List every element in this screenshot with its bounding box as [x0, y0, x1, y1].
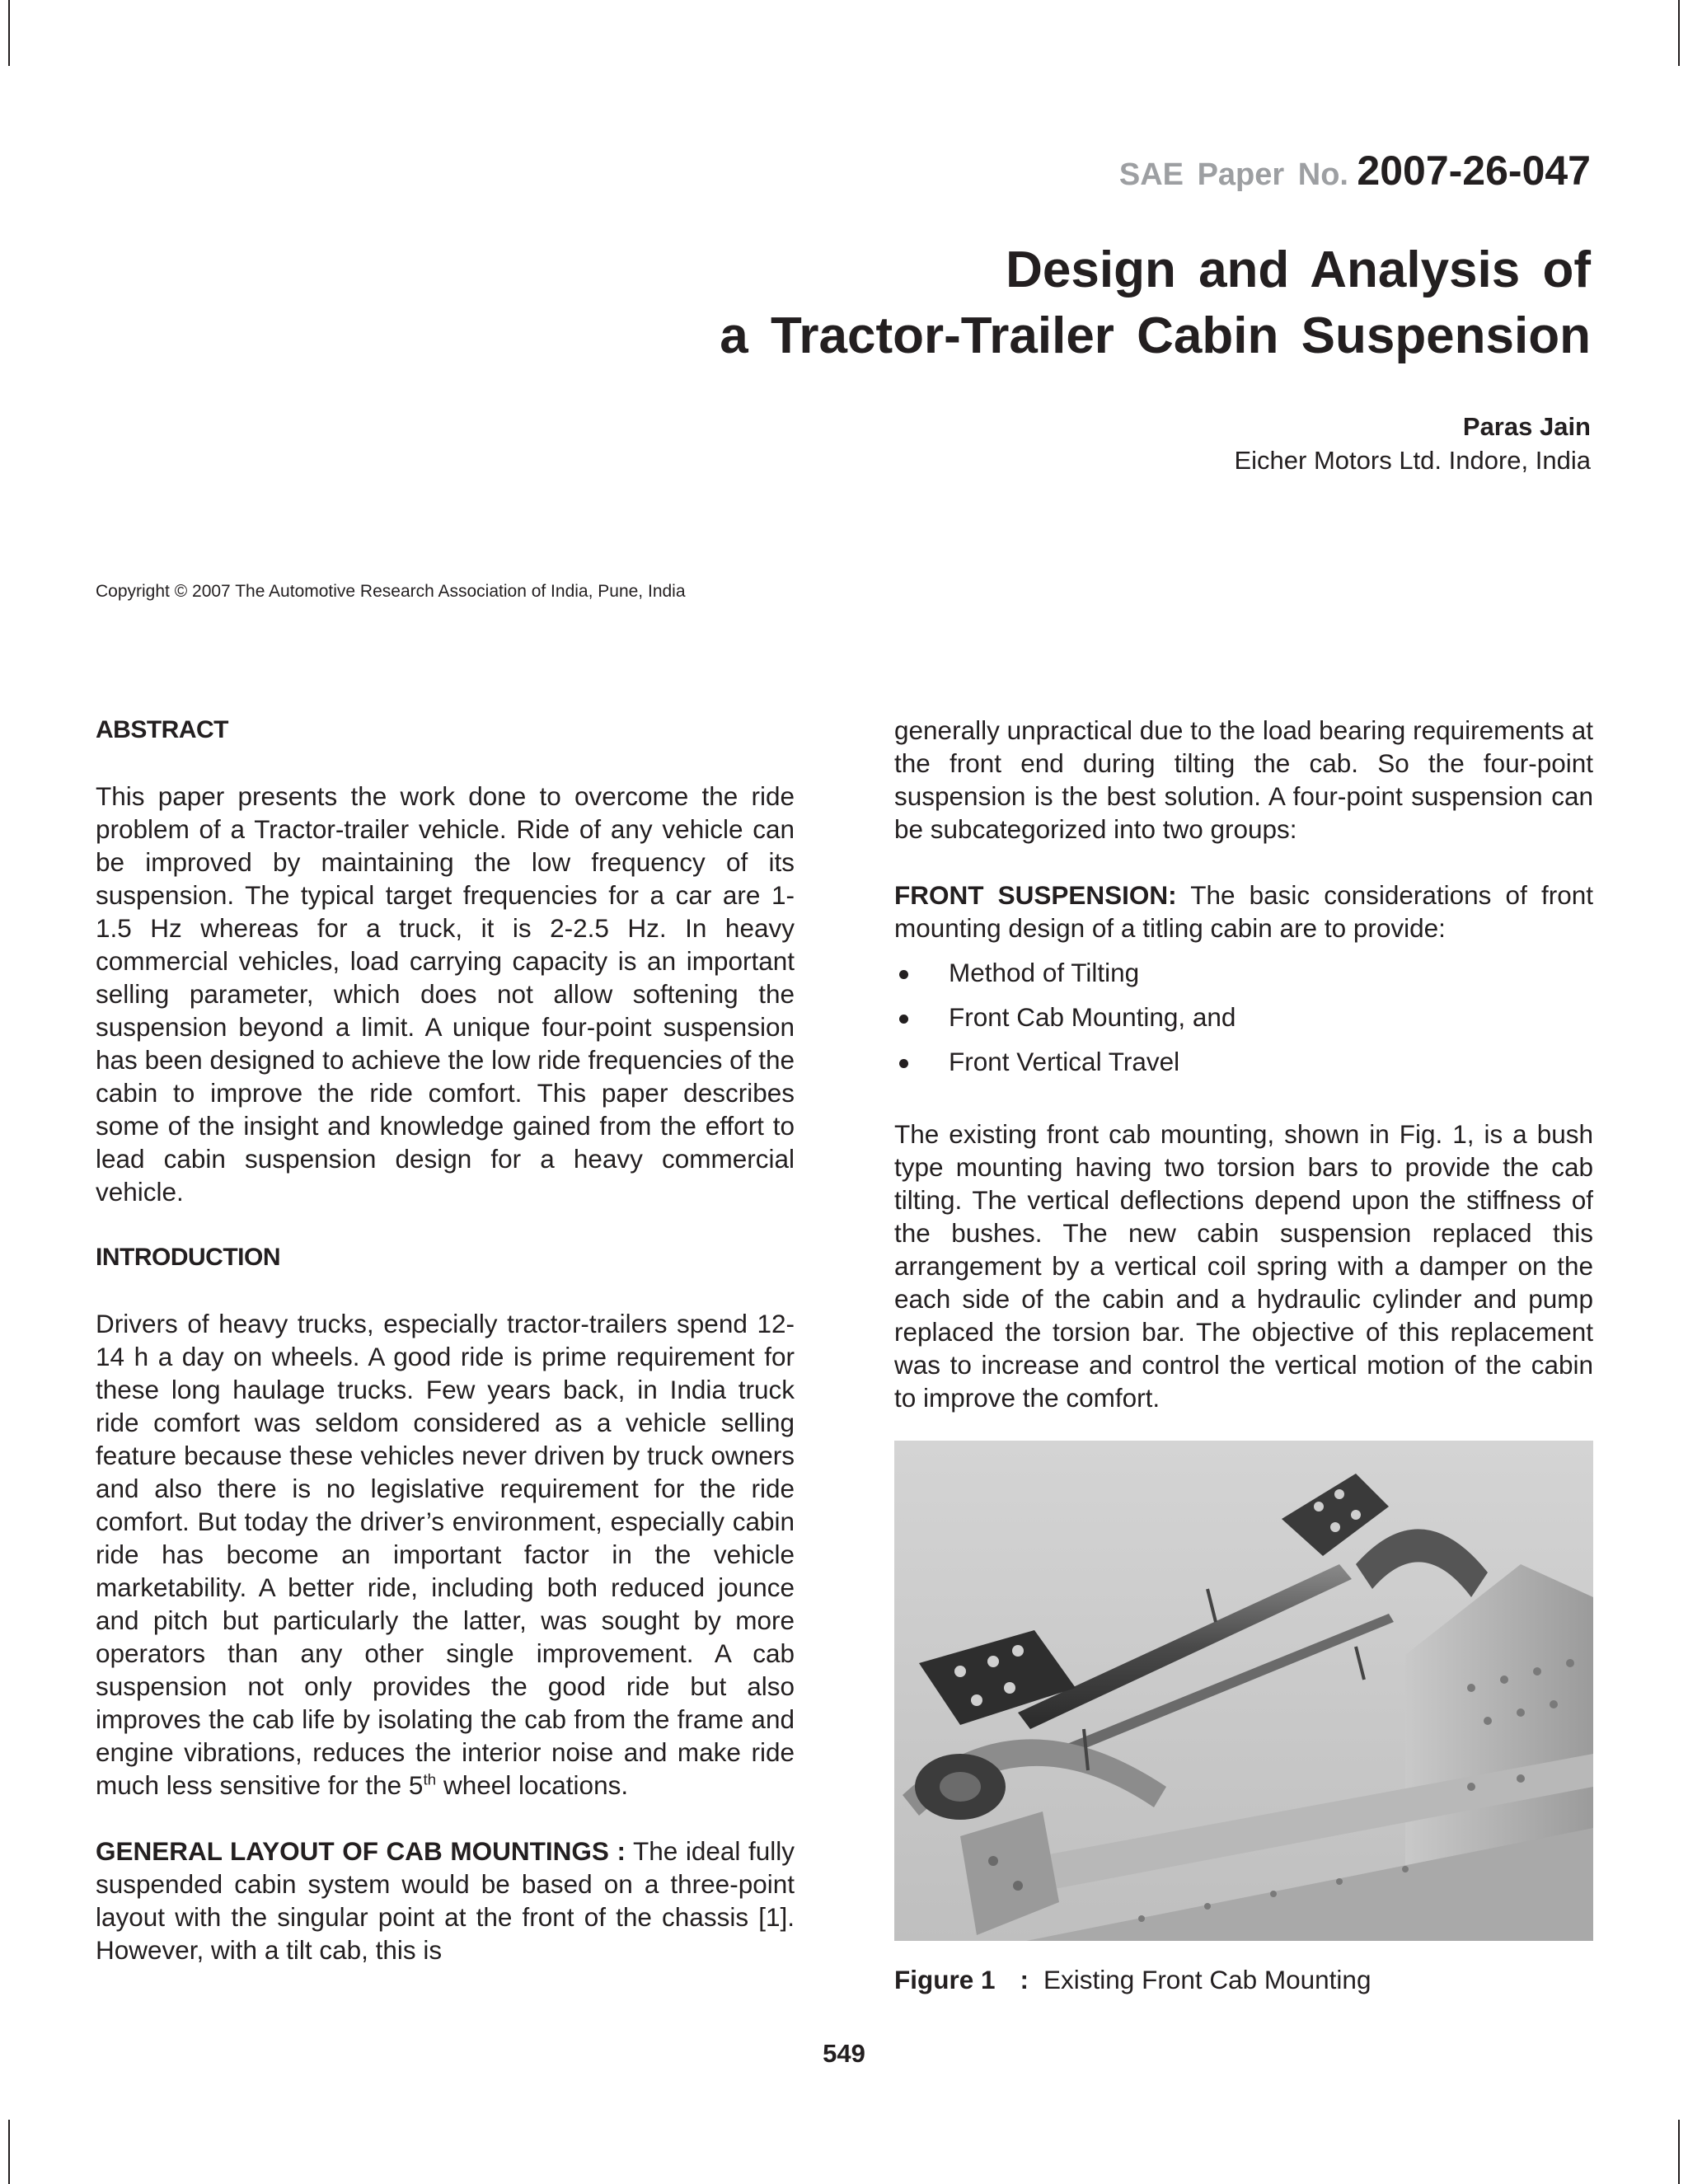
bullet-item	[894, 956, 1593, 1001]
bullet-icon	[899, 1059, 908, 1068]
front-suspension-paragraph	[894, 879, 1593, 944]
layout-paragraph	[96, 1835, 795, 1966]
bullet-list	[894, 956, 1593, 1090]
crop-mark-bottom-right	[1678, 2120, 1680, 2184]
existing-mounting-paragraph: The existing front cab mounting, shown in Fig. 1, is a bush type mounting having two torsion bars to provide the cab tilting. The vertical deflections depend upon the stiffness of the bushes. The new cabin suspension replaced this arrangement by a vertical coil spring with a damper on the each side of the cabin and a hydraulic cylinder and pump replaced the torsion bar. The objective of this replacement was to increase and control the vertical motion of the cabin to improve the comfort.	[894, 1119, 1593, 1413]
crop-mark-top-left	[8, 0, 10, 66]
bullet-icon	[899, 1015, 908, 1024]
layout-heading: GENERAL LAYOUT OF CAB MOUNTINGS :	[96, 1836, 626, 1866]
copyright-notice: Copyright © 2007 The Automotive Research Association of India, Pune, India	[96, 582, 686, 601]
introduction-text: Drivers of heavy trucks, especially tractor-trailers spend 12-14 h a day on wheels. A good ride is prime requirement for these long haulage trucks. Few years back, in India truck ride comfort was seldom considered as a vehicle selling feature because these vehicles never driven by truck owners and also there is no legislative requirement for the ride comfort. But today the driver’s environment, especially cabin ride has become an important factor in the vehicle marketability. A better ride, including both reduced jounce and pitch but particularly the latter, was sought by more operators than any other single improvement. A cab suspension not only provides the good ride but also improves the cab life by isolating the cab from the frame and engine vibrations, reduces the interior noise and make ride much less sensitive for the 5	[96, 1309, 795, 1800]
introduction-paragraph	[96, 1307, 795, 1802]
sae-paper-label: SAE Paper No.	[1118, 157, 1348, 192]
bullet-text: Method of Tilting	[949, 958, 1140, 987]
author-name: Paras Jain	[1462, 412, 1591, 441]
abstract-paragraph: This paper presents the work done to overcome the ride problem of a Tractor-trailer vehicle. Ride of any vehicle can be improved by maintaining the low frequency of its suspension. The typical target frequencies for a car are 1-1.5 Hz whereas for a truck, it is 2-2.5 Hz. In heavy commercial vehicles, load carrying capacity is an important selling parameter, which does not allow softening the suspension beyond a limit. A unique four-point suspension has been designed to achieve the low ride frequencies of the cabin to improve the ride comfort. This paper describes some of the insight and knowledge gained from the effort to lead cabin suspension design for a heavy commercial vehicle.	[96, 781, 795, 1207]
bullet-text: Front Vertical Travel	[949, 1047, 1180, 1076]
introduction-text-end: wheel locations.	[436, 1770, 629, 1800]
author-affiliation: Eicher Motors Ltd. Indore, India	[1234, 446, 1591, 475]
figure-1-caption	[894, 1965, 1371, 1995]
bullet-icon	[899, 970, 908, 979]
figure-1-image	[894, 1441, 1593, 1941]
layout-text: The ideal fully suspended cabin system would be based on a three-point layout with the singular point at the front of the chassis [1]. However, with a tilt cab, this is	[96, 1836, 795, 1965]
figure-caption-text: Existing Front Cab Mounting	[1043, 1965, 1372, 1994]
paper-title	[720, 237, 1591, 369]
continued-paragraph: generally unpractical due to the load bearing requirements at the front end during tilting the cab. So the four-point suspension is the best solution. A four-point suspension can be subcategorized into two groups:	[894, 715, 1593, 844]
crop-mark-top-right	[1678, 0, 1680, 66]
right-column	[894, 714, 1593, 1414]
bullet-item	[894, 1001, 1593, 1045]
left-column	[96, 714, 795, 1966]
front-suspension-heading: FRONT SUSPENSION:	[894, 880, 1177, 910]
abstract-heading: ABSTRACT	[96, 716, 228, 743]
superscript-th: th	[423, 1771, 437, 1789]
bullet-item	[894, 1045, 1593, 1090]
figure-label: Figure 1	[894, 1965, 996, 1994]
title-line-2: a Tractor-Trailer Cabin Suspension	[720, 307, 1591, 364]
paper-id	[1119, 147, 1591, 194]
page-number: 549	[823, 2039, 865, 2068]
bullet-text: Front Cab Mounting, and	[949, 1002, 1236, 1032]
introduction-heading: INTRODUCTION	[96, 1244, 280, 1271]
figure-colon: :	[1020, 1965, 1029, 1994]
front-suspension-text: The basic considerations of front mounting design of a titling cabin are to provide:	[894, 880, 1593, 943]
sae-paper-number: 2007-26-047	[1357, 148, 1591, 194]
title-line-1: Design and Analysis of	[1006, 241, 1591, 298]
crop-mark-bottom-left	[8, 2120, 10, 2184]
